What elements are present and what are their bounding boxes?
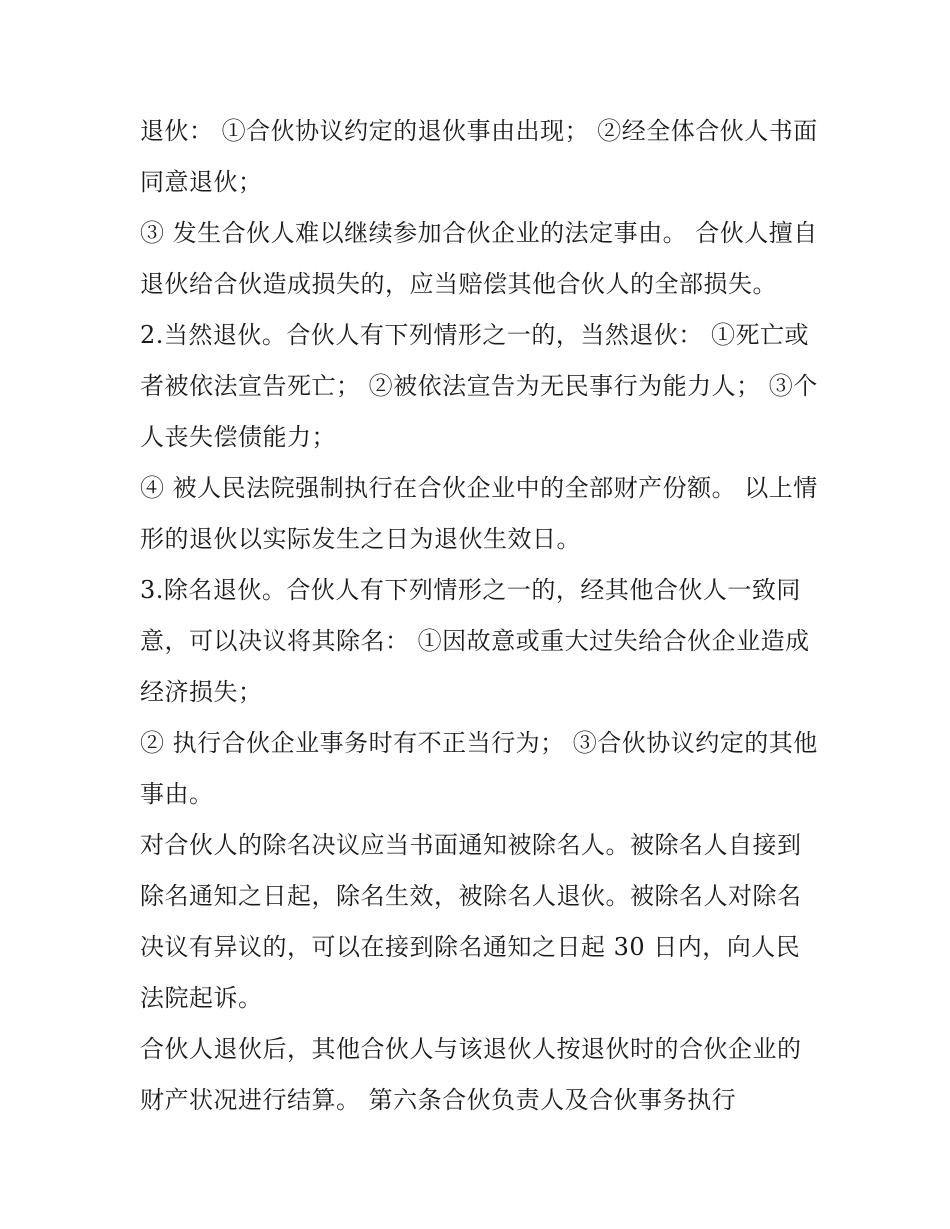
paragraph-settlement: 合伙人退伙后，其他合伙人与该退伙人按退伙时的合伙企业的财产状况进行结算。 第六条合伙负责人及合伙事务执行 bbox=[140, 1035, 802, 1114]
paragraph-voluntary-withdrawal-cont: 退伙： ①合伙协议约定的退伙事由出现； ②经全体合伙人书面同意退伙； bbox=[140, 117, 818, 196]
paragraph-expulsion-withdrawal: 3.除名退伙。合伙人有下列情形之一的，经其他合伙人一致同意，可以决议将其除名： ①因故意或重大过失给合伙企业造成经济损失； bbox=[140, 576, 810, 706]
document-body bbox=[140, 106, 820, 1126]
paragraph-expulsion-reasons: ② 执行合伙企业事务时有不正当行为； ③合伙协议约定的其他事由。 bbox=[140, 729, 818, 808]
paragraph-expulsion-notice: 对合伙人的除名决议应当书面通知被除名人。被除名人自接到除名通知之日起，除名生效，被除名人退伙。被除名人对除名决议有异议的，可以在接到除名通知之日起 30 日内，向人民法院起诉。 bbox=[140, 831, 802, 1012]
paragraph-unauthorized-withdrawal: ③ 发生合伙人难以继续参加合伙企业的法定事由。 合伙人擅自退伙给合伙造成损失的，应当赔偿其他合伙人的全部损失。 bbox=[140, 219, 818, 298]
paragraph-automatic-withdrawal: 2.当然退伙。合伙人有下列情形之一的，当然退伙： ①死亡或者被依法宣告死亡； ②被依法宣告为无民事行为能力人； ③个人丧失偿债能力； bbox=[140, 321, 818, 451]
paragraph-enforcement-withdrawal: ④ 被人民法院强制执行在合伙企业中的全部财产份额。 以上情形的退伙以实际发生之日为退伙生效日。 bbox=[140, 474, 818, 553]
